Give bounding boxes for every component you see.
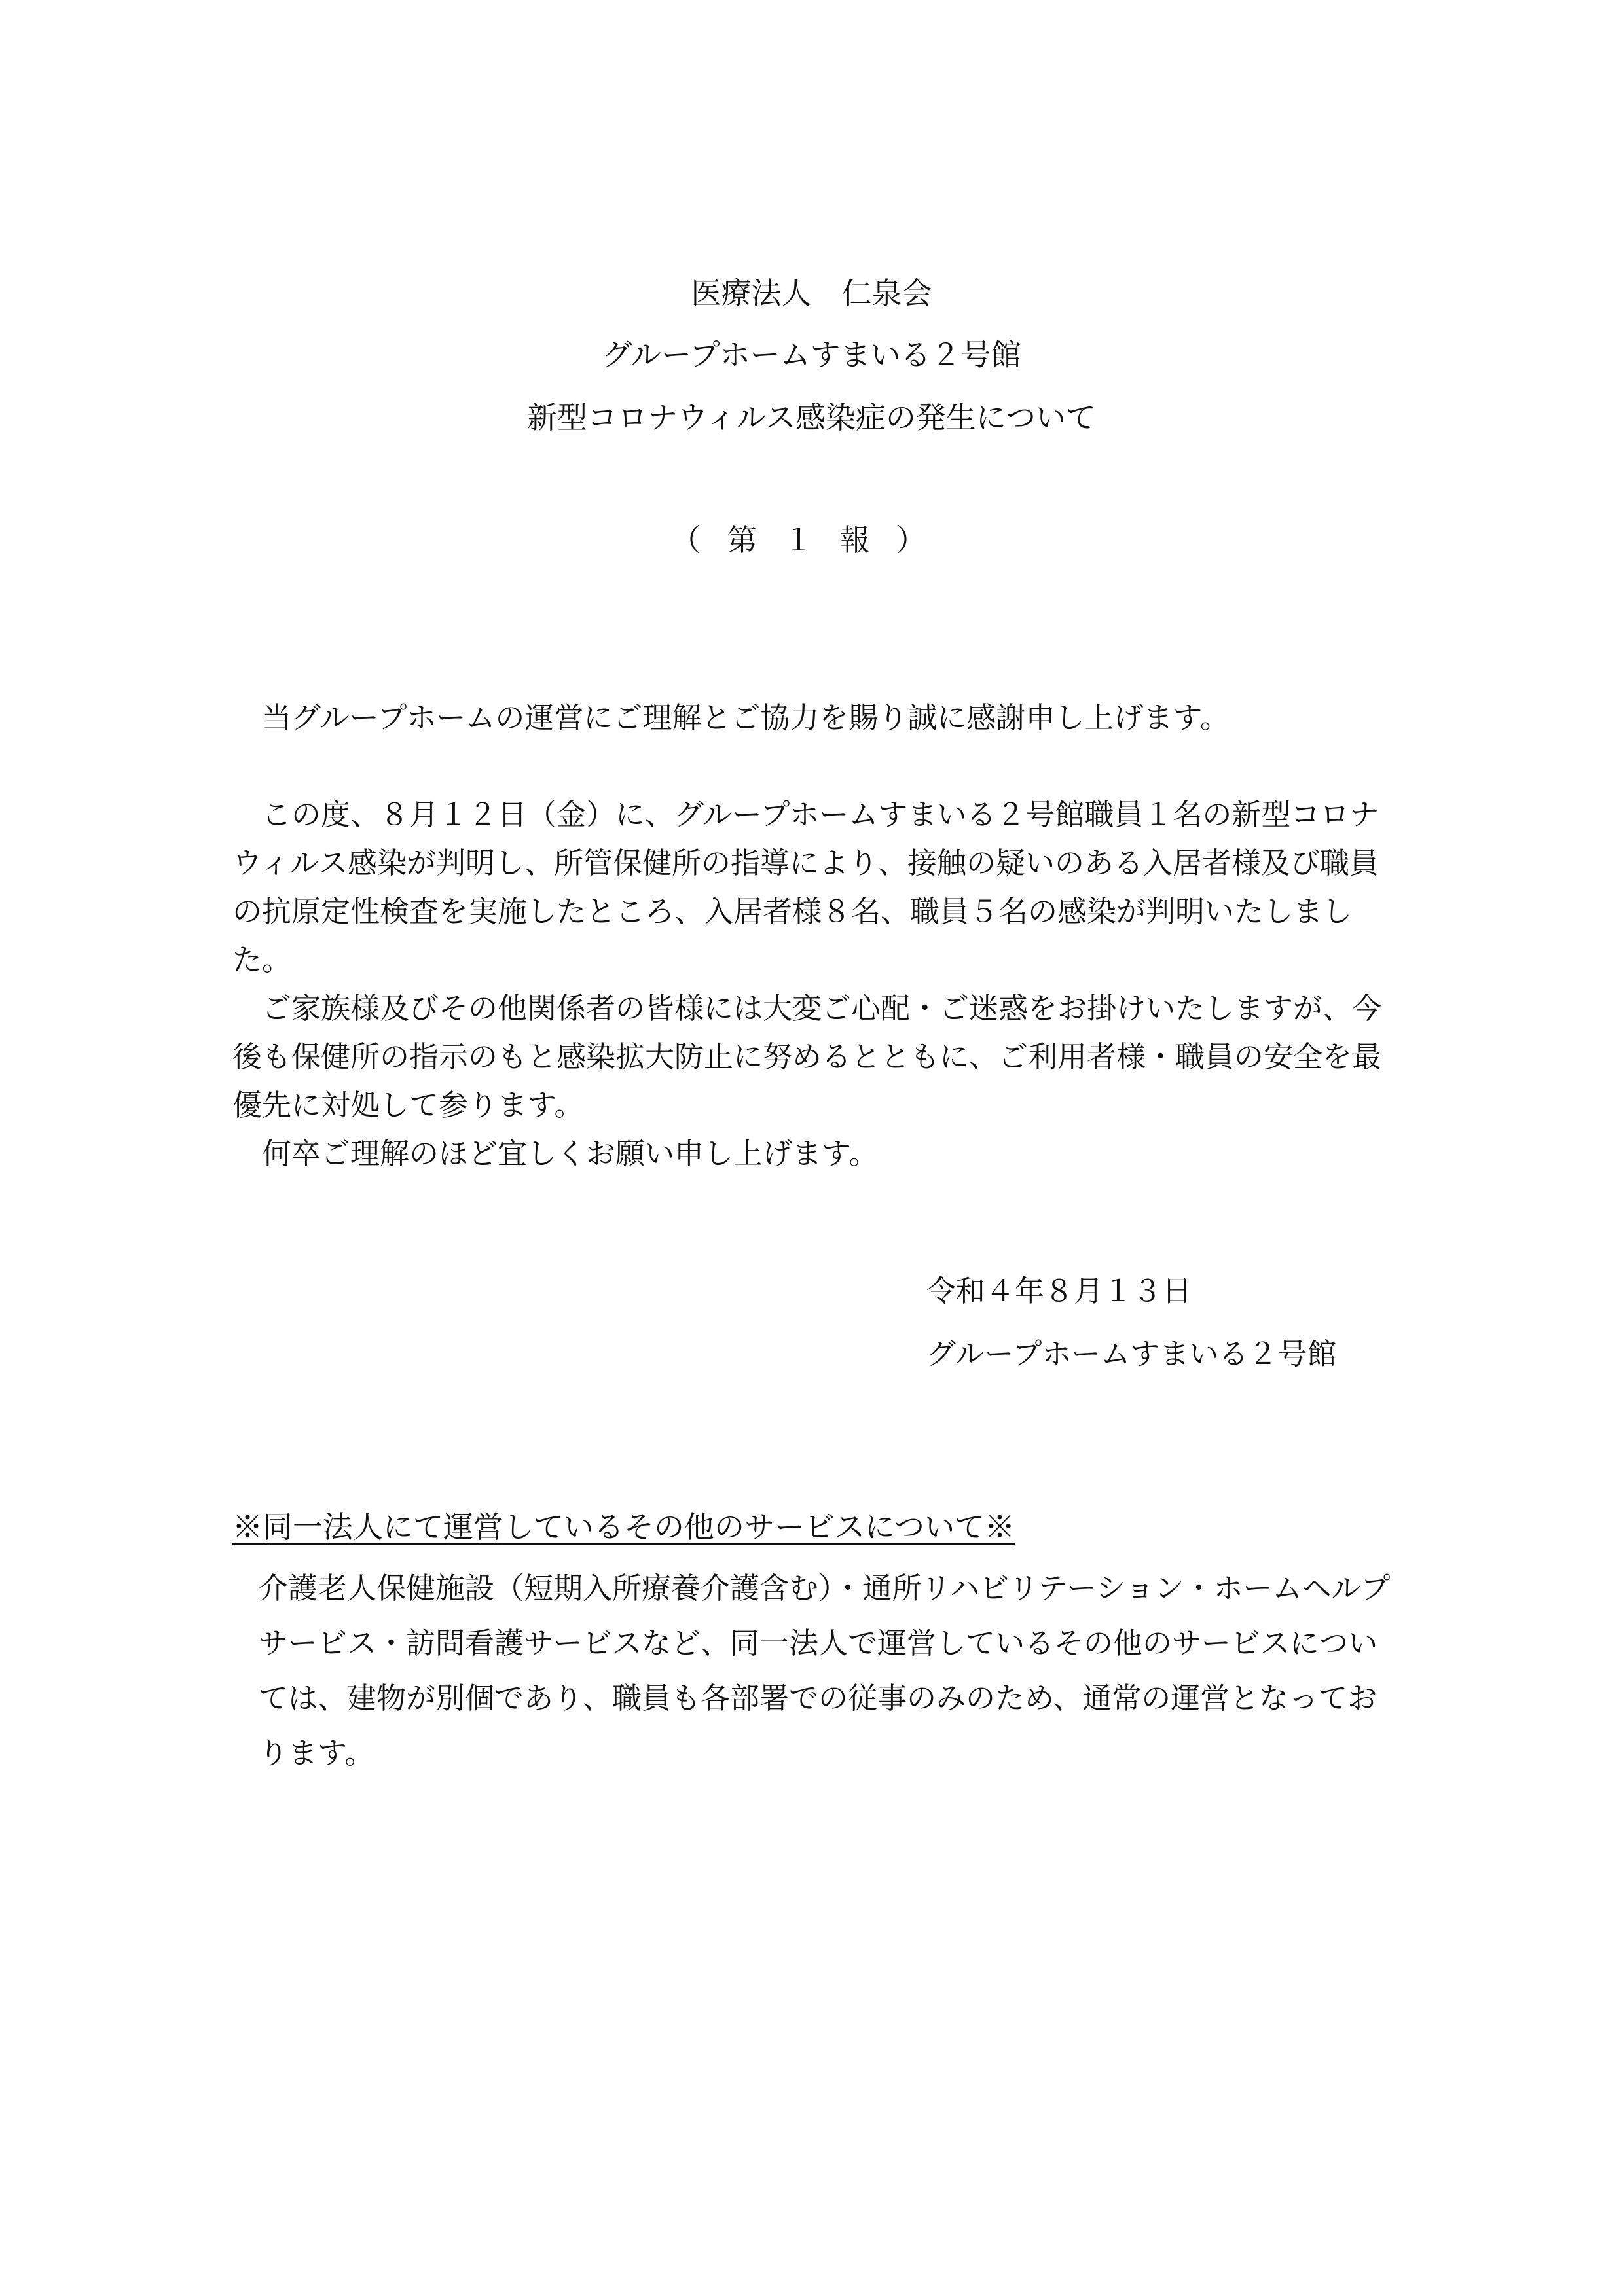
organization-name: 医療法人 仁泉会	[691, 276, 932, 311]
note-heading: ※同一法人にて運営しているその他のサービスについて※	[232, 1509, 1015, 1545]
incident-paragraph: この度、８月１２日（金）に、グループホームすまいる２号館職員１名の新型コロナウィルス感染が判明し、所管保健所の指導により、接触の疑いのある入居者様及び職員の抗原定性検査を実施したところ、入居者様８名、職員５名の感染が判明いたしました。	[232, 797, 1379, 977]
report-number: （第１報）	[670, 522, 953, 558]
document-title: 新型コロナウィルス感染症の発生について	[527, 400, 1096, 435]
facility-name: グループホームすまいる２号館	[602, 337, 1021, 372]
letter-body	[232, 694, 1398, 1178]
signature-facility: グループホームすまいる２号館	[926, 1336, 1337, 1371]
apology-paragraph: ご家族様及びその他関係者の皆様には大変ご心配・ご迷惑をお掛けいたしますが、今後も保健所の指示のもと感染拡大防止に努めるとともに、ご利用者様・職員の安全を最優先に対処して参ります。	[232, 991, 1382, 1122]
closing-paragraph: 何卒ご理解のほど宜しくお願い申し上げます。	[262, 1136, 879, 1171]
greeting-paragraph: 当グループホームの運営にご理解とご協力を賜り誠に感謝申し上げます。	[262, 700, 1230, 735]
note-text: 介護老人保健施設（短期入所療養介護含む）・通所リハビリテーション・ホームヘルプサービス・訪問看護サービスなど、同一法人で運営しているその他のサービスについては、建物が別個であり、職員も各部署での従事のみのため、通常の運営となっております。	[259, 1571, 1391, 1770]
issue-date: 令和４年８月１３日	[926, 1274, 1192, 1308]
